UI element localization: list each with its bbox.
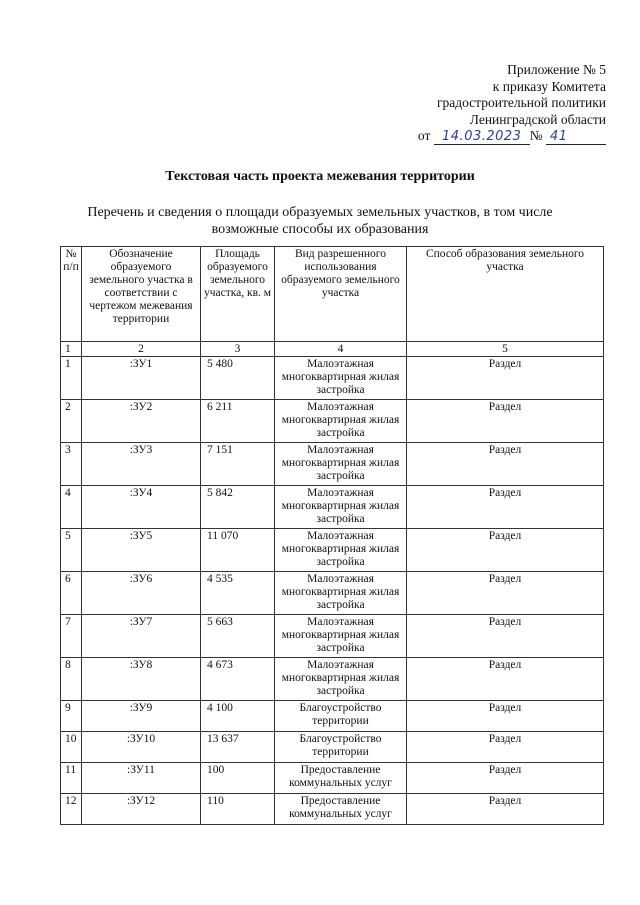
cell-designation: :ЗУ9 (82, 701, 201, 732)
order-number-handwritten: 41 (550, 129, 568, 144)
appendix-line-1: Приложение № 5 (507, 62, 606, 77)
cell-designation: :ЗУ12 (82, 794, 201, 825)
cell-formation-method: Раздел (407, 572, 604, 615)
cell-designation: :ЗУ8 (82, 658, 201, 701)
cell-area: 5 842 (201, 486, 275, 529)
table-row (61, 732, 604, 763)
cell-designation: :ЗУ11 (82, 763, 201, 794)
cell-designation: :ЗУ10 (82, 732, 201, 763)
cell-area: 5 480 (201, 357, 275, 400)
table-row (61, 443, 604, 486)
cell-area: 13 637 (201, 732, 275, 763)
cell-formation-method: Раздел (407, 443, 604, 486)
subtitle-line-2: возможные способы их образования (211, 222, 429, 237)
cell-formation-method: Раздел (407, 732, 604, 763)
cell-formation-method: Раздел (407, 794, 604, 825)
cell-number: 8 (61, 658, 82, 701)
cell-area: 4 535 (201, 572, 275, 615)
cell-permitted-use: Малоэтажная многоквартирная жилая застройка (275, 529, 407, 572)
cell-designation: :ЗУ3 (82, 443, 201, 486)
subtitle-line-1: Перечень и сведения о площади образуемых земельных участков, в том числе (87, 205, 553, 220)
table-row (61, 400, 604, 443)
cell-area: 11 070 (201, 529, 275, 572)
cell-number: 1 (61, 357, 82, 400)
cell-area: 4 100 (201, 701, 275, 732)
cell-permitted-use: Малоэтажная многоквартирная жилая застройка (275, 357, 407, 400)
cell-permitted-use: Малоэтажная многоквартирная жилая застройка (275, 400, 407, 443)
table-row (61, 529, 604, 572)
cell-number: 12 (61, 794, 82, 825)
cell-formation-method: Раздел (407, 615, 604, 658)
cell-area: 6 211 (201, 400, 275, 443)
cell-formation-method: Раздел (407, 529, 604, 572)
order-number-field (546, 129, 606, 145)
header-number: № п/п (61, 247, 82, 342)
cell-permitted-use: Малоэтажная многоквартирная жилая застройка (275, 443, 407, 486)
cell-designation: :ЗУ1 (82, 357, 201, 400)
cell-number: 7 (61, 615, 82, 658)
cell-formation-method: Раздел (407, 763, 604, 794)
cell-number: 9 (61, 701, 82, 732)
table-row (61, 701, 604, 732)
cell-permitted-use: Малоэтажная многоквартирная жилая застройка (275, 615, 407, 658)
appendix-line-3: градостроительной политики (436, 95, 606, 110)
document-title: Текстовая часть проекта межевания территории (165, 169, 475, 184)
cell-designation: :ЗУ4 (82, 486, 201, 529)
table-row (61, 658, 604, 701)
cell-number: 6 (61, 572, 82, 615)
cell-formation-method: Раздел (407, 357, 604, 400)
land-plots-table (60, 246, 604, 825)
document-subtitle (40, 204, 600, 238)
header-permitted-use: Вид разрешенного использования образуемого земельного участка (275, 247, 407, 342)
cell-area: 5 663 (201, 615, 275, 658)
cell-number: 3 (61, 443, 82, 486)
table-row (61, 486, 604, 529)
table-header-row (61, 247, 604, 342)
table-row (61, 357, 604, 400)
column-number-3: 3 (201, 342, 275, 357)
order-date-handwritten: 14.03.2023 (442, 129, 522, 144)
cell-area: 110 (201, 794, 275, 825)
appendix-block (286, 62, 606, 145)
table-column-numbers-row (61, 342, 604, 357)
cell-permitted-use: Предоставление коммунальных услуг (275, 763, 407, 794)
cell-permitted-use: Малоэтажная многоквартирная жилая застройка (275, 572, 407, 615)
cell-number: 2 (61, 400, 82, 443)
column-number-1: 1 (61, 342, 82, 357)
cell-area: 100 (201, 763, 275, 794)
table-row (61, 794, 604, 825)
cell-number: 11 (61, 763, 82, 794)
cell-number: 4 (61, 486, 82, 529)
column-number-2: 2 (82, 342, 201, 357)
cell-number: 5 (61, 529, 82, 572)
column-number-4: 4 (275, 342, 407, 357)
order-number-sign: № (529, 128, 543, 143)
cell-permitted-use: Малоэтажная многоквартирная жилая застройка (275, 486, 407, 529)
header-area: Площадь образуемого земельного участка, кв. м (201, 247, 275, 342)
cell-formation-method: Раздел (407, 658, 604, 701)
table-row (61, 763, 604, 794)
order-from-label: от (417, 128, 431, 143)
cell-area: 7 151 (201, 443, 275, 486)
cell-designation: :ЗУ2 (82, 400, 201, 443)
cell-permitted-use: Благоустройство территории (275, 701, 407, 732)
cell-permitted-use: Предоставление коммунальных услуг (275, 794, 407, 825)
cell-formation-method: Раздел (407, 486, 604, 529)
cell-formation-method: Раздел (407, 400, 604, 443)
cell-permitted-use: Малоэтажная многоквартирная жилая застройка (275, 658, 407, 701)
table-body (61, 357, 604, 825)
cell-designation: :ЗУ5 (82, 529, 201, 572)
cell-designation: :ЗУ6 (82, 572, 201, 615)
cell-number: 10 (61, 732, 82, 763)
header-designation: Обозначение образуемого земельного участка в соответствии с чертежом межевания территории (82, 247, 201, 342)
cell-designation: :ЗУ7 (82, 615, 201, 658)
header-formation-method: Способ образования земельного участка (407, 247, 604, 342)
order-date-line (286, 128, 606, 145)
cell-permitted-use: Благоустройство территории (275, 732, 407, 763)
order-date-field (434, 129, 530, 145)
appendix-line-2: к приказу Комитета (492, 78, 606, 94)
appendix-line-4: Ленинградской области (469, 111, 606, 127)
table-row (61, 572, 604, 615)
cell-formation-method: Раздел (407, 701, 604, 732)
cell-area: 4 673 (201, 658, 275, 701)
column-number-5: 5 (407, 342, 604, 357)
table-row (61, 615, 604, 658)
